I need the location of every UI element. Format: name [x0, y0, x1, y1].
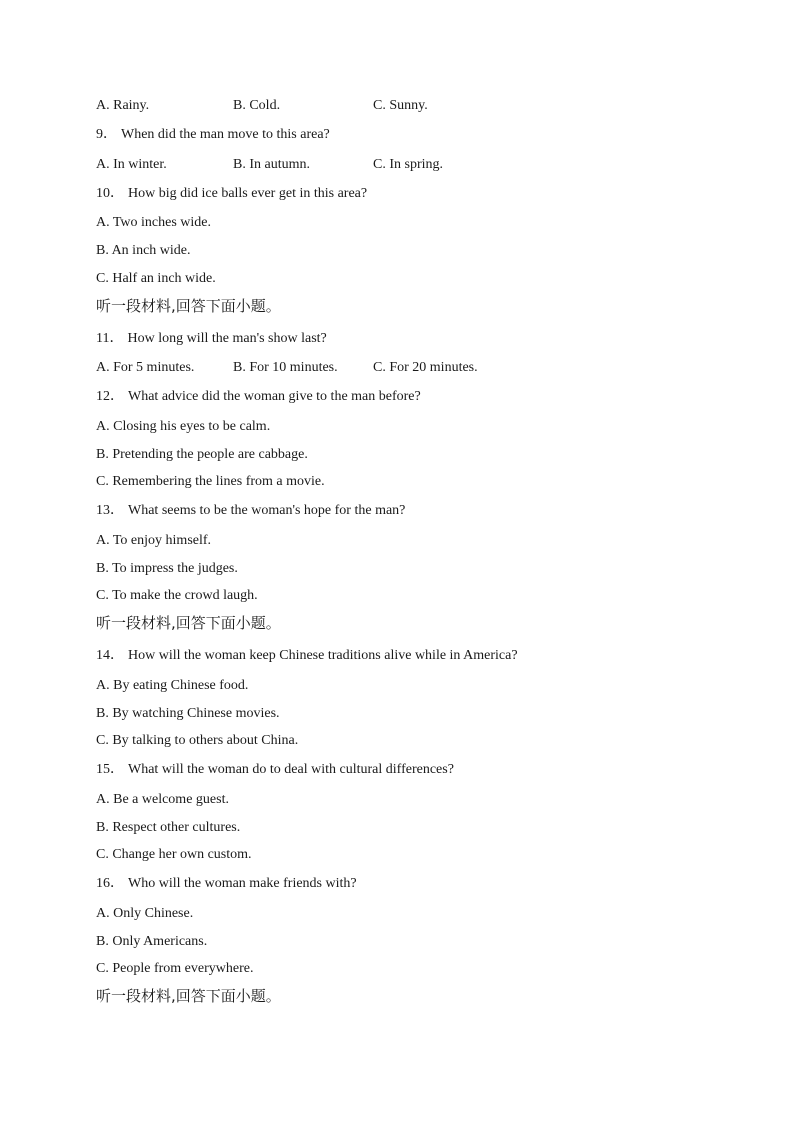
q11-option-a: A. For 5 minutes. [96, 360, 195, 375]
q11-option-b: B. For 10 minutes. [233, 360, 338, 375]
q13-option-a: A. To enjoy himself. [96, 533, 212, 548]
q16-text: Who will the woman make friends with? [128, 876, 357, 891]
q14-number: 14． [96, 648, 124, 663]
q13-option-b: B. To impress the judges. [96, 561, 238, 576]
q16-option-a: A. Only Chinese. [96, 906, 194, 921]
q13-option-c: C. To make the crowd laugh. [96, 588, 258, 603]
q8-option-c: C. Sunny. [373, 98, 428, 113]
q10-option-b: B. An inch wide. [96, 243, 191, 258]
q11-question [96, 330, 327, 348]
q16-number: 16． [96, 876, 124, 891]
q14-option-b: B. By watching Chinese movies. [96, 706, 280, 721]
q15-question [96, 761, 454, 779]
q15-option-a: A. Be a welcome guest. [96, 792, 229, 807]
q10-number: 10． [96, 186, 124, 201]
q16-option-c: C. People from everywhere. [96, 961, 254, 976]
q12-option-a: A. Closing his eyes to be calm. [96, 419, 271, 434]
q9-number: 9． [96, 127, 117, 142]
q10-option-c: C. Half an inch wide. [96, 271, 216, 286]
q12-option-b: B. Pretending the people are cabbage. [96, 447, 308, 462]
q10-option-a: A. Two inches wide. [96, 215, 212, 230]
q15-text: What will the woman do to deal with cultural differences? [128, 762, 454, 777]
q13-number: 13． [96, 503, 124, 518]
q16-question [96, 875, 357, 893]
section-instruction-3: 听一段材料,回答下面小题。 [96, 987, 281, 1005]
q10-question [96, 185, 367, 203]
q15-option-c: C. Change her own custom. [96, 847, 252, 862]
q14-option-c: C. By talking to others about China. [96, 733, 299, 748]
q9-option-b: B. In autumn. [233, 157, 310, 172]
q14-text: How will the woman keep Chinese traditions alive while in America? [128, 648, 518, 663]
q13-text: What seems to be the woman's hope for the man? [128, 503, 406, 518]
q13-question [96, 502, 405, 520]
q8-option-b: B. Cold. [233, 98, 281, 113]
q11-text: How long will the man's show last? [127, 331, 327, 346]
q10-text: How big did ice balls ever get in this area? [128, 186, 368, 201]
q16-option-b: B. Only Americans. [96, 934, 208, 949]
q14-option-a: A. By eating Chinese food. [96, 678, 249, 693]
section-instruction-2: 听一段材料,回答下面小题。 [96, 614, 281, 632]
q15-option-b: B. Respect other cultures. [96, 820, 241, 835]
section-instruction-1: 听一段材料,回答下面小题。 [96, 297, 281, 315]
q12-question [96, 388, 421, 406]
q12-text: What advice did the woman give to the man before? [128, 389, 421, 404]
q8-option-a: A. Rainy. [96, 98, 150, 113]
q12-option-c: C. Remembering the lines from a movie. [96, 474, 325, 489]
q15-number: 15． [96, 762, 124, 777]
q9-question [96, 126, 330, 144]
q9-text: When did the man move to this area? [121, 127, 330, 142]
q9-option-a: A. In winter. [96, 157, 167, 172]
q11-option-c: C. For 20 minutes. [373, 360, 478, 375]
q12-number: 12． [96, 389, 124, 404]
q11-number: 11． [96, 331, 124, 346]
q9-option-c: C. In spring. [373, 157, 443, 172]
q14-question [96, 647, 518, 665]
